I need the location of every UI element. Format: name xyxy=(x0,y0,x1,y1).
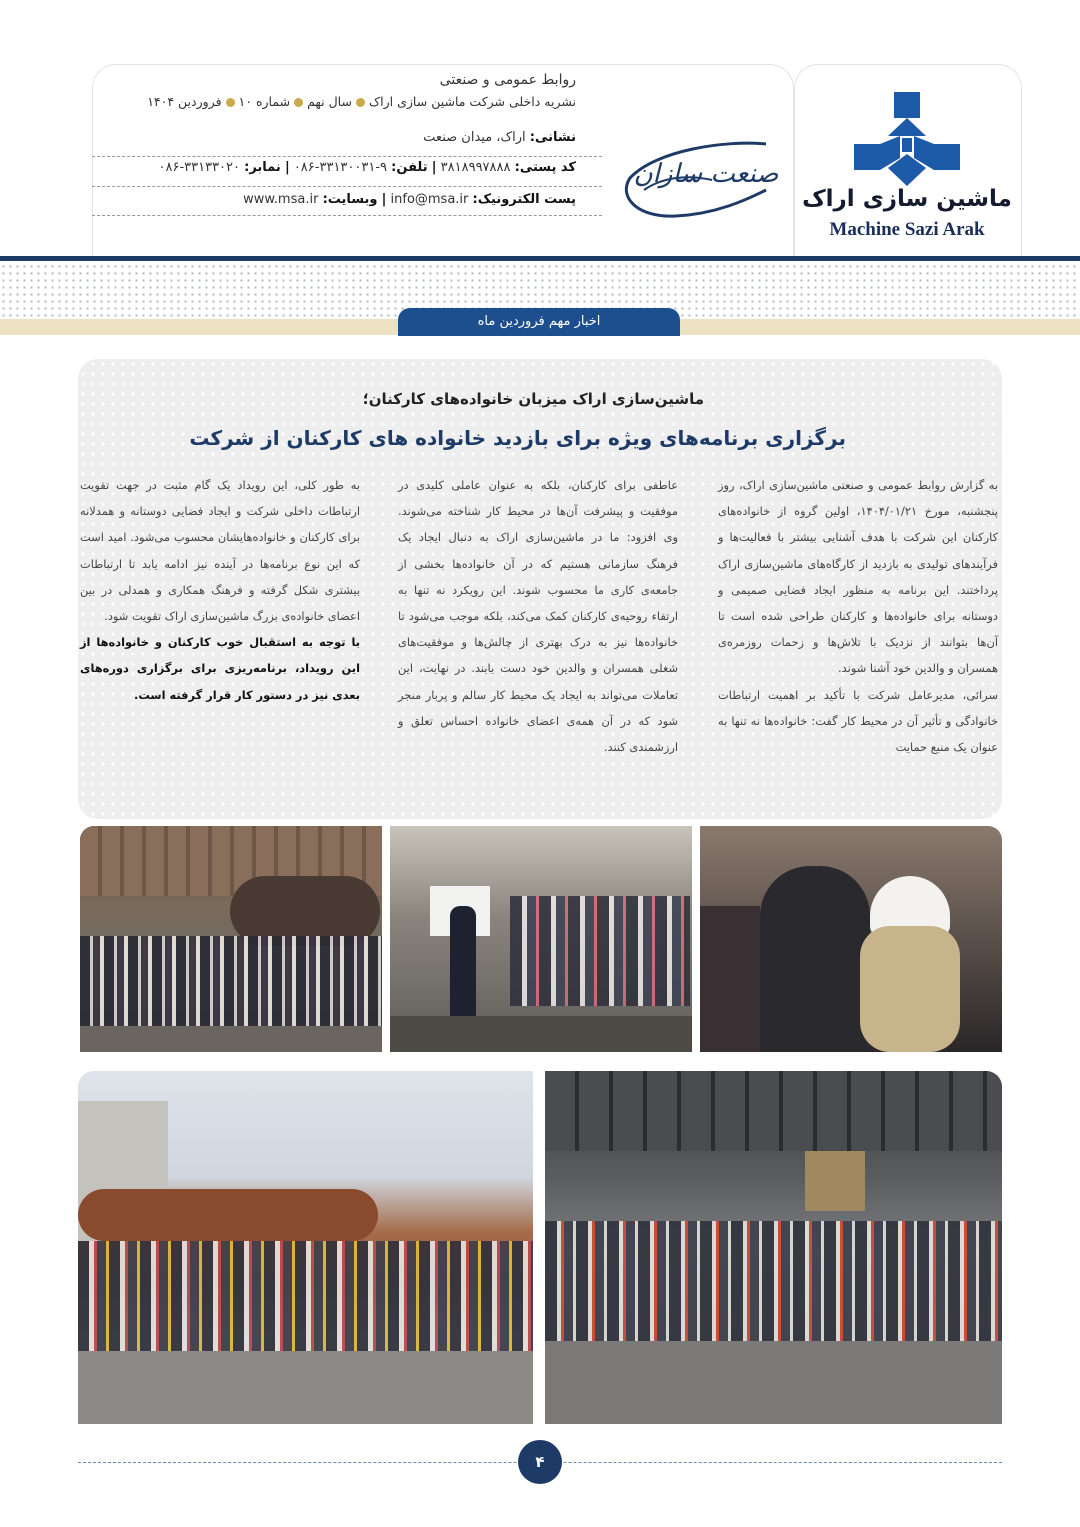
paragraph: سرائی، مدیرعامل شرکت با تأکید بر اهمیت ارتباطات خانوادگی و تأثیر آن در محیط کار گفت: خانواده‌ها نه تنها به عنوان یک منبع حمایت xyxy=(718,687,998,755)
photo-floor xyxy=(545,1341,1002,1424)
publication-issue: شماره ۱۰ xyxy=(238,94,291,109)
photo-workshop-crowd xyxy=(80,826,382,1052)
article-column-1 xyxy=(718,472,998,760)
photo-banner xyxy=(805,1151,865,1211)
bullet-icon xyxy=(356,98,365,107)
photo-group-outdoor xyxy=(78,1071,533,1424)
photo-man xyxy=(760,866,870,1052)
logo-name-en: Machine Sazi Arak xyxy=(829,219,985,240)
photo-child-portrait xyxy=(700,826,1002,1052)
paragraph-bold: با توجه به استقبال خوب کارکنان و خانواده‌ها از این رویداد، برنامه‌ریزی برای برگزاری دوره‌های بعدی نیز در دستور کار قرار گرفته است. xyxy=(80,635,360,702)
divider xyxy=(92,215,602,216)
photo-people xyxy=(510,896,690,1006)
page-number: ۴ xyxy=(518,1440,562,1484)
photo-child xyxy=(860,926,960,1052)
phone-label: تلفن: xyxy=(391,160,428,175)
separator: | xyxy=(284,160,290,175)
website-link[interactable]: www.msa.ir xyxy=(243,192,319,207)
photo-ground xyxy=(78,1351,533,1424)
photo-floor xyxy=(80,1026,382,1052)
postal-value: ۳۸۱۸۹۹۷۸۸۸ xyxy=(440,160,511,175)
photo-pipe xyxy=(78,1189,378,1241)
web-line xyxy=(243,192,576,207)
publication-year: سال نهم xyxy=(307,94,352,109)
address-value: اراک، میدان صنعت xyxy=(423,130,526,145)
postal-label: کد پستی: xyxy=(514,160,576,175)
email-label: پست الکترونیک: xyxy=(472,192,576,207)
section-tab[interactable]: اخبار مهم فروردین ماه xyxy=(398,308,680,336)
photo-presentation xyxy=(390,826,692,1052)
company-logo-icon xyxy=(848,88,966,188)
address-label: نشانی: xyxy=(529,130,576,145)
fax-label: نمابر: xyxy=(244,160,281,175)
header-rule xyxy=(0,256,1080,261)
article-column-3 xyxy=(80,472,360,708)
bullet-icon xyxy=(226,98,235,107)
svg-text:صنعت سازان: صنعت سازان xyxy=(633,159,778,189)
divider xyxy=(92,156,602,157)
publication-line xyxy=(147,94,576,109)
article-kicker: ماشین‌سازی اراک میزبان خانواده‌های کارکنان؛ xyxy=(362,390,704,408)
article-headline: برگزاری برنامه‌های ویژه برای بازدید خانواده های کارکنان از شرکت xyxy=(189,426,846,450)
department-name: روابط عمومی و صنعتی xyxy=(439,72,576,88)
contact-line xyxy=(158,160,576,175)
bullet-icon xyxy=(294,98,303,107)
fax-value: ۳۳۱۳۳۰۲۰-۰۸۶ xyxy=(158,160,240,175)
address-line xyxy=(423,130,576,145)
paragraph: به طور کلی، این رویداد یک گام مثبت در جهت تقویت ارتباطات داخلی شرکت و ایجاد فضایی دوستانه و همدلانه برای کارکنان و خانواده‌هایشان محسوب می‌شود. امید است که این نوع برنامه‌ها در آینده نیز ادامه یابد تا ارتباطات بیشتری شکل گرفته و فرهنگ همکاری و همدلی در بین اعضای خانواده‌ی بزرگ ماشین‌سازی اراک تقویت شود. xyxy=(80,478,360,624)
phone-value: ۹-۳۳۱۳۰۰۳۱-۰۸۶ xyxy=(293,160,388,175)
logo-name-fa: ماشین سازی اراک xyxy=(802,186,1012,212)
photo-group-hall xyxy=(545,1071,1002,1424)
photo-people xyxy=(545,1221,1002,1341)
photo-roof xyxy=(545,1071,1002,1151)
article-column-2 xyxy=(398,472,678,760)
publication-date: فروردین ۱۴۰۴ xyxy=(147,94,222,109)
magazine-title-logo xyxy=(616,130,778,226)
photo-people xyxy=(78,1241,533,1351)
divider xyxy=(92,186,602,187)
photo-people xyxy=(700,906,760,1052)
separator: | xyxy=(431,160,437,175)
website-label: وبسایت: xyxy=(322,192,378,207)
separator: | xyxy=(381,192,387,207)
email-link[interactable]: info@msa.ir xyxy=(390,192,469,207)
photo-floor xyxy=(390,1016,692,1052)
photo-people xyxy=(80,936,382,1026)
paragraph: به گزارش روابط عمومی و صنعتی ماشین‌سازی اراک، روز پنجشنبه، مورخ ۱۴۰۴/۰۱/۲۱، اولین گروه از خانواده‌های کارکنان این شرکت با هدف آشنایی بیشتر با فعالیت‌ها و فرآیندهای تولیدی به بازدید از کارگاه‌های ماشین‌سازی اراک پرداختند. این برنامه به منظور ایجاد فضایی صمیمی و دوستانه برای خانواده‌ها و کارکنان طراحی شده است تا آن‌ها بتوانند از نزدیک با تلاش‌ها و زحمات روزمره‌ی همسران و والدین خود آشنا شوند. xyxy=(718,478,998,676)
paragraph: عاطفی برای کارکنان، بلکه به عنوان عاملی کلیدی در موفقیت و پیشرفت آن‌ها در محیط کار شناخته می‌شوند. وی افزود: ما در ماشین‌سازی اراک به دنبال ایجاد یک فرهنگ سازمانی هستیم که در آن خانواده‌ها بخشی از جامعه‌ی کاری ما محسوب شوند. این رویکرد نه تنها به ارتقاء روحیه‌ی کارکنان کمک می‌کند، بلکه موجب می‌شود تا خانواده‌ها نیز به درک بهتری از چالش‌ها و موفقیت‌های شغلی همسران و والدین خود دست یابند. در نهایت، این تعاملات می‌تواند به ایجاد یک محیط کار سالم و پربار منجر شود که در آن همه‌ی اعضای خانواده احساس تعلق و ارزشمندی کنند. xyxy=(398,478,678,755)
publication-name: نشریه داخلی شرکت ماشین سازی اراک xyxy=(368,94,576,109)
